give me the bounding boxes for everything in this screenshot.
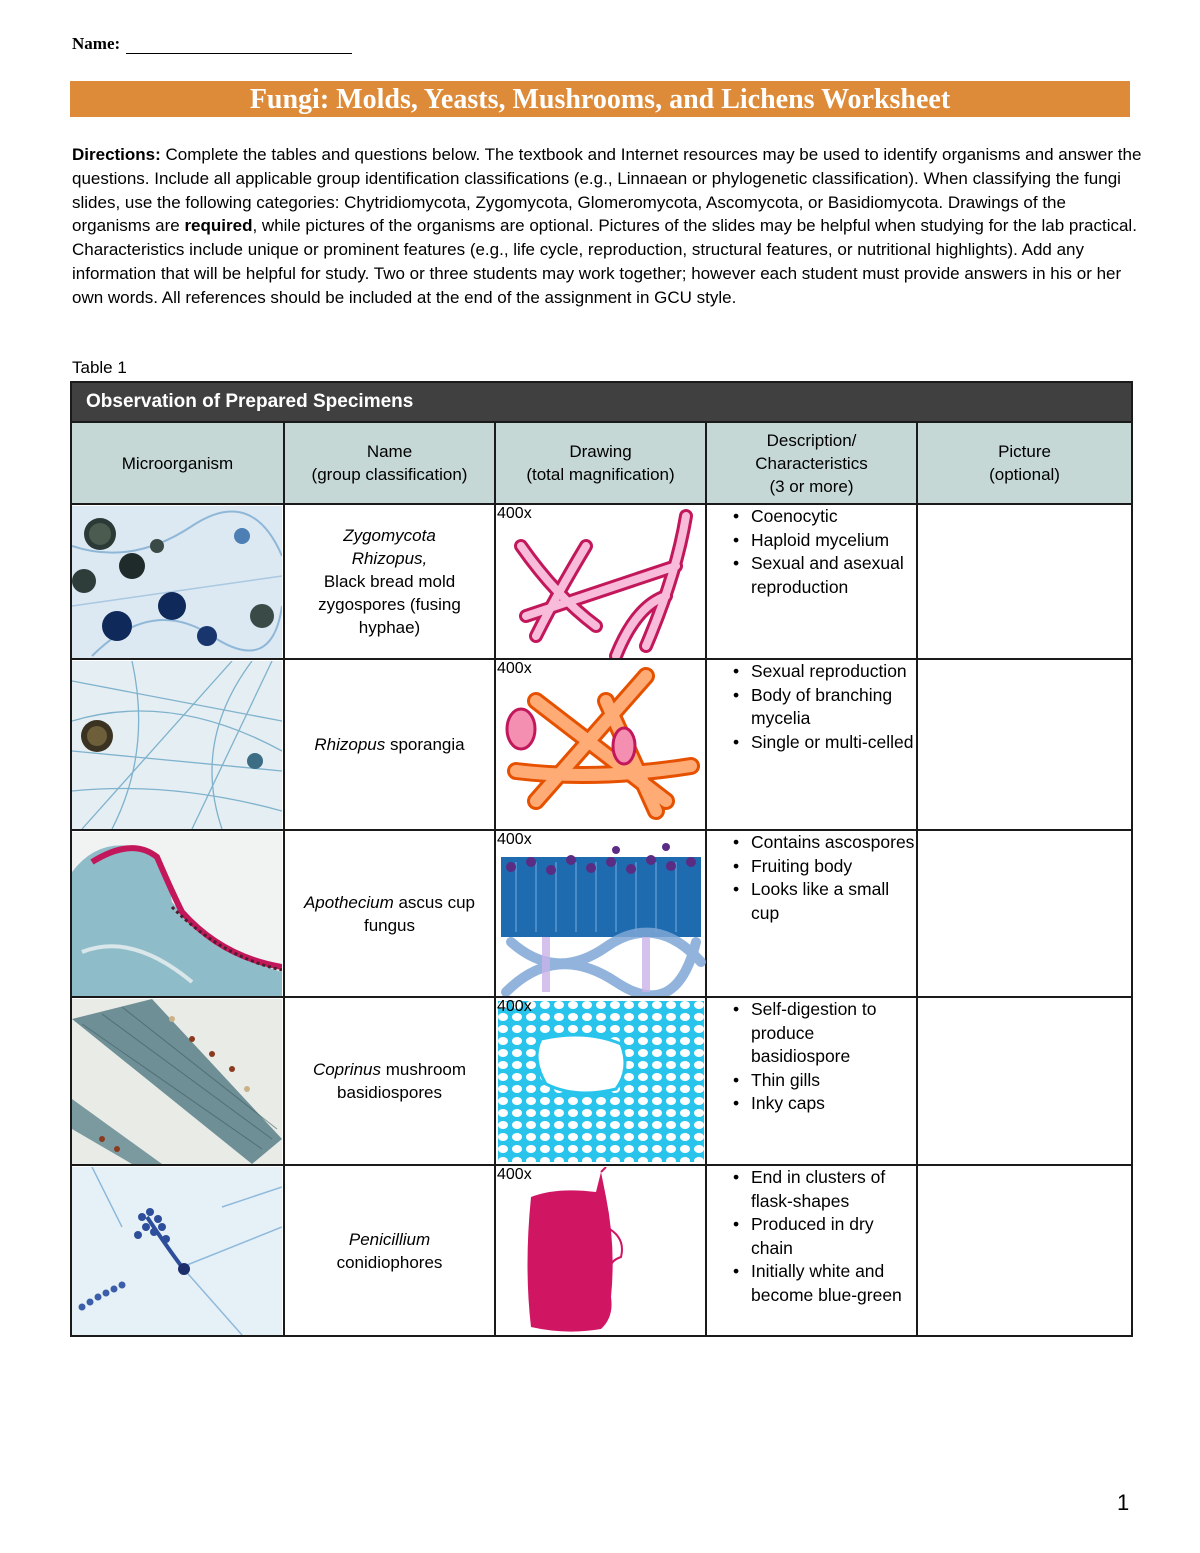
organism-description: sporangia (385, 735, 465, 754)
magnification-label: 400x (497, 660, 532, 677)
drawing-cell (495, 830, 706, 997)
hand-drawing-sporangia (496, 661, 706, 829)
micrograph-rhizopus-sporangia (71, 659, 284, 830)
characteristics-list (707, 660, 916, 754)
header-picture: Picture (optional) (917, 422, 1132, 504)
list-item: • Looks like a small cup (707, 878, 916, 925)
organism-description: conidiophores (336, 1252, 443, 1272)
list-item: • Sexual and asexual reproduction (707, 552, 916, 599)
characteristics-list (707, 505, 916, 599)
characteristics-cell (706, 659, 917, 830)
list-item: • Thin gills (707, 1069, 916, 1093)
list-item: • Produced in dry chain (707, 1213, 916, 1260)
magnification-label: 400x (497, 1166, 532, 1183)
list-item: • Contains ascospores (707, 831, 916, 855)
organism-description: Black bread mold zygospores (fusing hyphae) (318, 572, 461, 637)
drawing-cell (495, 659, 706, 830)
table-row (71, 1165, 1132, 1336)
list-item: • Self-digestion to produce basidiospore (707, 998, 916, 1069)
organism-name (284, 1165, 495, 1336)
list-item: • Body of branching mycelia (707, 684, 916, 731)
organism-name (284, 997, 495, 1165)
hand-drawing-ascus-cup (496, 832, 706, 996)
organism-name (284, 830, 495, 997)
header-microorganism: Microorganism (71, 422, 284, 504)
magnification-label: 400x (497, 998, 532, 1015)
drawing-cell (495, 1165, 706, 1336)
drawing-cell (495, 997, 706, 1165)
list-item: • Fruiting body (707, 855, 916, 879)
micrograph-coprinus (71, 997, 284, 1165)
page-number: 1 (1117, 1490, 1130, 1515)
list-item: • End in clusters of flask-shapes (707, 1166, 916, 1213)
name-field (72, 34, 352, 54)
table-row (71, 504, 1132, 659)
picture-cell[interactable] (917, 1165, 1132, 1336)
picture-cell[interactable] (917, 830, 1132, 997)
worksheet-title: Fungi: Molds, Yeasts, Mushrooms, and Lichens Worksheet (70, 81, 1130, 117)
name-label: Name: (72, 34, 121, 53)
directions-text-1: Complete the tables and questions below. The textbook and Internet resources may be used to identify organisms and answer the questions. Include all applicable group identification classifications (e.g., Linnaean or phylogenetic classification). When classifying the fungi slides, use the following categories: Chytridiomycota, Zygomycota, Glomeromycota, Ascomycota, or Basidiomycota. Drawings of the organisms are (72, 145, 1142, 236)
micrograph-image (72, 506, 282, 658)
magnification-label: 400x (497, 505, 532, 522)
hand-drawing-conidiophores (496, 1167, 706, 1335)
picture-cell[interactable] (917, 504, 1132, 659)
organism-name (284, 659, 495, 830)
header-description: Description/ Characteristics (3 or more) (706, 422, 917, 504)
organism-group: Zygomycota (343, 526, 436, 545)
list-item: • Initially white and become blue-green (707, 1260, 916, 1307)
characteristics-cell (706, 504, 917, 659)
header-name: Name (group classification) (284, 422, 495, 504)
characteristics-list (707, 998, 916, 1116)
micrograph-image (72, 1167, 282, 1335)
table-banner: Observation of Prepared Specimens (71, 382, 1132, 422)
picture-cell[interactable] (917, 659, 1132, 830)
header-drawing: Drawing (total magnification) (495, 422, 706, 504)
table-label: Table 1 (72, 358, 127, 377)
list-item: • Single or multi-celled (707, 731, 916, 755)
organism-genus: Rhizopus, (351, 549, 428, 568)
list-item: • Haploid mycelium (707, 529, 916, 553)
specimen-table (70, 381, 1133, 1337)
organism-genus: Apothecium (303, 892, 394, 912)
list-item: • Inky caps (707, 1092, 916, 1116)
micrograph-rhizopus-zygospores (71, 504, 284, 659)
hand-drawing-hyphae (496, 506, 706, 658)
directions-label: Directions: (72, 145, 161, 164)
directions-text-2: , while pictures of the organisms are optional. Pictures of the slides may be helpful when studying for the lab practical. Characteristics include unique or prominent features (e.g., life cycle, reproduction, structural features, or nutritional highlights). Add any information that will be helpful for study. Two or three students may work together; however each student must provide answers in his or her own words. All references should be included at the end of the assignment in GCU style. (72, 216, 1137, 307)
organism-genus: Rhizopus (314, 735, 386, 754)
characteristics-cell (706, 830, 917, 997)
list-item: • Coenocytic (707, 505, 916, 529)
micrograph-image (72, 832, 282, 996)
directions-required: required (184, 216, 253, 236)
characteristics-list (707, 1166, 916, 1307)
organism-description: ascus cup fungus (363, 892, 476, 935)
characteristics-cell (706, 1165, 917, 1336)
micrograph-penicillium (71, 1165, 284, 1336)
micrograph-apothecium (71, 830, 284, 997)
table-row (71, 997, 1132, 1165)
magnification-label: 400x (497, 831, 532, 848)
organism-genus: Coprinus (312, 1060, 381, 1079)
micrograph-image (72, 661, 282, 829)
characteristics-cell (706, 997, 917, 1165)
table-row (71, 830, 1132, 997)
picture-cell[interactable] (917, 997, 1132, 1165)
directions-paragraph (72, 143, 1142, 310)
list-item: • Sexual reproduction (707, 660, 916, 684)
hand-drawing-gills (496, 999, 706, 1164)
micrograph-image (72, 999, 282, 1164)
table-row (71, 659, 1132, 830)
organism-description: mushroom basidiospores (337, 1060, 467, 1102)
drawing-cell (495, 504, 706, 659)
name-blank-line[interactable] (126, 37, 352, 54)
organism-genus: Penicillium (348, 1229, 431, 1249)
characteristics-list (707, 831, 916, 925)
organism-name (284, 504, 495, 659)
